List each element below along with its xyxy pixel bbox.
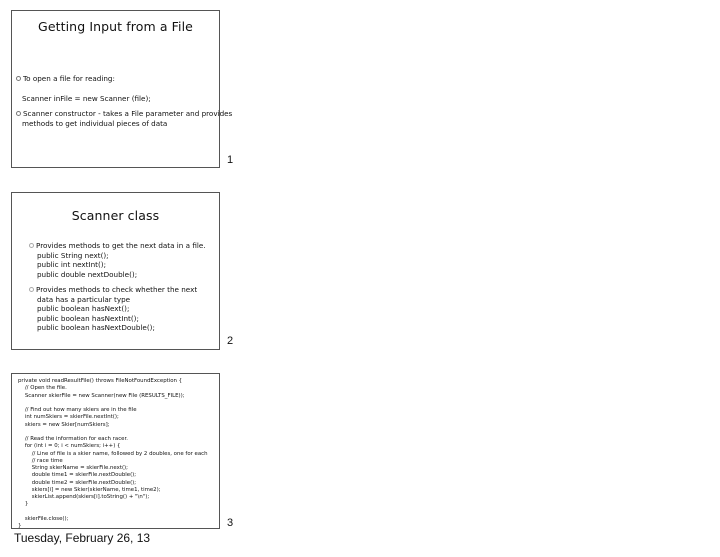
bullet-icon	[29, 287, 34, 292]
code-line: }	[18, 501, 29, 508]
slide-text-line: Scanner inFile = new Scanner (file);	[22, 94, 151, 103]
slide-title: Scanner class	[71, 208, 160, 223]
code-line: // Line of file is a skier name, followed by 2 doubles, one for each	[18, 450, 208, 457]
slide-text-line: public double nextDouble();	[37, 269, 138, 279]
slide-text-line: public boolean hasNextDouble();	[37, 323, 155, 332]
slide-2	[11, 192, 220, 350]
code-line: skiers[i] = new Skier(skierName, time1, time2);	[18, 486, 161, 493]
code-line: // Read the information for each racer.	[18, 436, 128, 442]
code-line: Scanner skierFile = new Scanner(new File (RESULTS_FILE));	[18, 392, 185, 399]
code-line: int numSkiers = skierFile.nextInt();	[18, 414, 119, 421]
slide-text-line: methods to get individual pieces of data	[22, 118, 168, 128]
code-line: }	[18, 523, 22, 529]
code-line: double time1 = skierFile.nextDouble();	[18, 472, 137, 479]
slide-text-line: public String next();	[37, 250, 109, 260]
slide-bullet-item: Provides methods to get the next data in a file.	[29, 241, 206, 251]
code-line: // Find out how many skiers are in the file	[18, 407, 137, 413]
bullet-icon	[29, 243, 34, 248]
code-line: skierFile.close();	[18, 515, 69, 522]
footer-date: Tuesday, February 26, 13	[14, 531, 151, 545]
slide-number: 1	[227, 154, 234, 166]
code-line: skierList.append(skiers[i].toString() + "\n");	[18, 494, 150, 500]
code-line: double time2 = skierFile.nextDouble();	[18, 479, 137, 486]
slide-bullet-item: Provides methods to check whether the next	[29, 285, 197, 295]
code-line: private void readResultFile() throws FileNotFoundException {	[18, 378, 183, 384]
code-line: for (int i = 0; i < numSkiers; i++) {	[18, 443, 121, 450]
bullet-icon	[16, 111, 21, 116]
code-line: skiers = new Skier[numSkiers];	[18, 421, 110, 428]
slide-text-line: public boolean hasNext();	[37, 304, 130, 313]
code-block	[18, 378, 208, 530]
slide-1	[11, 10, 233, 168]
slide-text-line: public int nextInt();	[37, 260, 107, 269]
code-line: String skierName = skierFile.next();	[18, 465, 128, 471]
code-line: // race time	[18, 457, 63, 464]
slide-bullet-item: To open a file for reading:	[16, 74, 115, 84]
slide-number: 3	[227, 517, 234, 529]
slide-number: 2	[227, 335, 234, 347]
slide-text-line: data has a particular type	[37, 294, 131, 304]
code-line: // Open the file.	[18, 385, 67, 392]
bullet-icon	[16, 76, 21, 81]
slide-text-line: public boolean hasNextInt();	[37, 313, 139, 323]
slide-bullet-item: Scanner constructor - takes a File parameter and provides	[16, 109, 232, 119]
slide-title: Getting Input from a File	[38, 19, 193, 34]
slide-3	[11, 373, 220, 529]
